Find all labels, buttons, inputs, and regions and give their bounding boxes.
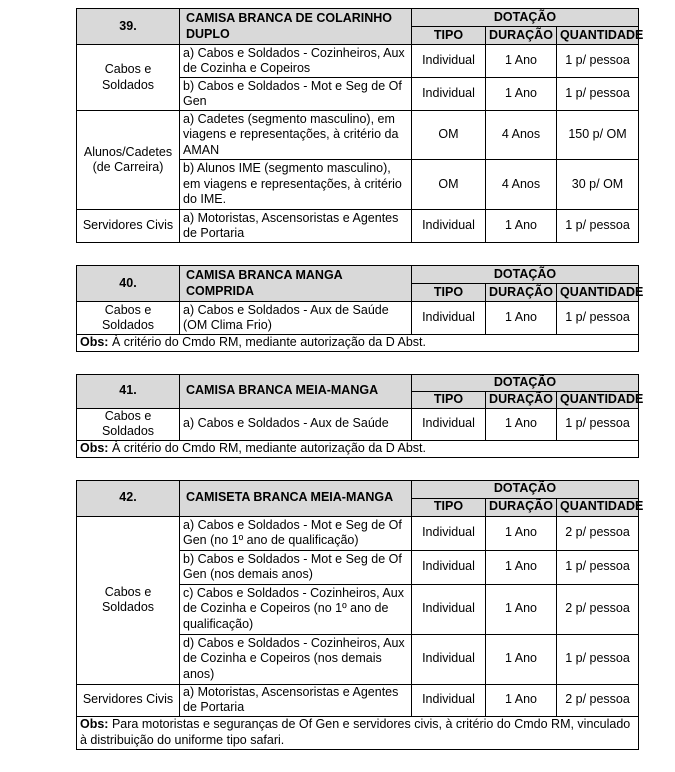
row-description: a) Cabos e Soldados - Cozinheiros, Aux de Cozinha e Copeiros [180,45,412,78]
item-number: 39. [77,9,180,45]
row-quantidade: 2 p/ pessoa [557,516,639,550]
duracao-header: DURAÇÃO [486,27,557,45]
obs-text: Para motoristas e seguranças de Of Gen e servidores civis, à critério do Cmdo RM, vinculado à distribuição do uniforme tipo safari. [80,717,631,747]
row-tipo: Individual [412,45,486,78]
quantidade-header: QUANTIDADE [557,284,639,302]
row-description: b) Cabos e Soldados - Mot e Seg de Of Gen [180,78,412,111]
duracao-header: DURAÇÃO [486,498,557,516]
row-duracao: 1 Ano [486,684,557,716]
row-duracao: 1 Ano [486,45,557,78]
group-name: Cabos e Soldados [77,408,180,440]
obs-text: À critério do Cmdo RM, mediante autorização da D Abst. [111,335,427,349]
group-name: Cabos e Soldados [77,516,180,684]
obs-row [77,335,639,352]
row-quantidade: 2 p/ pessoa [557,684,639,716]
row-description: a) Cabos e Soldados - Aux de Saúde (OM Clima Frio) [180,302,412,335]
item-number: 41. [77,374,180,408]
row-quantidade: 2 p/ pessoa [557,584,639,634]
row-duracao: 1 Ano [486,302,557,335]
row-tipo: Individual [412,210,486,243]
header-row [77,266,639,284]
obs-label: Obs: [80,335,109,349]
table-row [77,111,639,160]
row-quantidade: 30 p/ OM [557,160,639,210]
row-tipo: Individual [412,550,486,584]
row-tipo: Individual [412,634,486,684]
item-number: 42. [77,480,180,516]
row-tipo: Individual [412,684,486,716]
row-tipo: Individual [412,408,486,440]
row-duracao: 4 Anos [486,160,557,210]
table-row [77,408,639,440]
quantidade-header: QUANTIDADE [557,498,639,516]
dotacao-header: DOTAÇÃO [412,266,639,284]
row-quantidade: 1 p/ pessoa [557,302,639,335]
row-tipo: OM [412,111,486,160]
duracao-header: DURAÇÃO [486,284,557,302]
duracao-header: DURAÇÃO [486,391,557,408]
row-duracao: 1 Ano [486,408,557,440]
group-name: Cabos e Soldados [77,45,180,111]
row-description: d) Cabos e Soldados - Cozinheiros, Aux de Cozinha e Copeiros (nos demais anos) [180,634,412,684]
quantidade-header: QUANTIDADE [557,27,639,45]
quantidade-header: QUANTIDADE [557,391,639,408]
row-duracao: 1 Ano [486,210,557,243]
item-table [76,480,644,750]
header-row [77,9,639,27]
row-description: a) Cabos e Soldados - Mot e Seg de Of Gen (no 1º ano de qualificação) [180,516,412,550]
row-duracao: 1 Ano [486,634,557,684]
header-row [77,480,639,498]
item-table [76,374,644,458]
item-table [76,265,644,352]
item-number: 40. [77,266,180,302]
table-row [77,684,639,716]
row-description: b) Cabos e Soldados - Mot e Seg de Of Gen (nos demais anos) [180,550,412,584]
row-quantidade: 1 p/ pessoa [557,408,639,440]
tipo-header: TIPO [412,498,486,516]
item-title: CAMISA BRANCA MEIA-MANGA [180,374,412,408]
table-row [77,516,639,550]
obs-text: À critério do Cmdo RM, mediante autorização da D Abst. [111,440,427,455]
dotacao-header: DOTAÇÃO [412,480,639,498]
row-duracao: 1 Ano [486,550,557,584]
tipo-header: TIPO [412,391,486,408]
item-title: CAMISA BRANCA MANGA COMPRIDA [180,266,412,302]
row-tipo: Individual [412,302,486,335]
row-quantidade: 1 p/ pessoa [557,210,639,243]
row-quantidade: 1 p/ pessoa [557,550,639,584]
row-duracao: 1 Ano [486,516,557,550]
dotacao-header: DOTAÇÃO [412,374,639,391]
group-name: Servidores Civis [77,210,180,243]
obs-row [77,716,639,749]
row-description: a) Motoristas, Ascensoristas e Agentes de Portaria [180,210,412,243]
document-page [76,8,644,772]
row-description: c) Cabos e Soldados - Cozinheiros, Aux de Cozinha e Copeiros (no 1º ano de qualificação) [180,584,412,634]
group-name: Alunos/Cadetes (de Carreira) [77,111,180,210]
table-row [77,302,639,335]
item-title: CAMISA BRANCA DE COLARINHO DUPLO [180,9,412,45]
item-title: CAMISETA BRANCA MEIA-MANGA [180,480,412,516]
table-row [77,45,639,78]
obs-cell [77,716,639,749]
dotacao-header: DOTAÇÃO [412,9,639,27]
tipo-header: TIPO [412,27,486,45]
row-duracao: 4 Anos [486,111,557,160]
tipo-header: TIPO [412,284,486,302]
row-tipo: Individual [412,78,486,111]
row-description: a) Cabos e Soldados - Aux de Saúde [180,408,412,440]
obs-label: Obs: [80,440,109,455]
row-quantidade: 1 p/ pessoa [557,634,639,684]
row-tipo: Individual [412,516,486,550]
row-quantidade: 150 p/ OM [557,111,639,160]
group-name: Servidores Civis [77,684,180,716]
obs-row [77,440,639,457]
row-duracao: 1 Ano [486,78,557,111]
group-name: Cabos e Soldados [77,302,180,335]
row-quantidade: 1 p/ pessoa [557,78,639,111]
obs-cell [77,335,639,352]
header-row [77,374,639,391]
item-table [76,8,644,243]
row-description: a) Motoristas, Ascensoristas e Agentes de Portaria [180,684,412,716]
row-quantidade: 1 p/ pessoa [557,45,639,78]
row-description: a) Cadetes (segmento masculino), em viagens e representações, à critério da AMAN [180,111,412,160]
table-row [77,210,639,243]
row-tipo: OM [412,160,486,210]
row-tipo: Individual [412,584,486,634]
obs-label: Obs: [80,717,109,731]
obs-cell [77,440,639,457]
row-description: b) Alunos IME (segmento masculino), em viagens e representações, à critério do IME. [180,160,412,210]
row-duracao: 1 Ano [486,584,557,634]
